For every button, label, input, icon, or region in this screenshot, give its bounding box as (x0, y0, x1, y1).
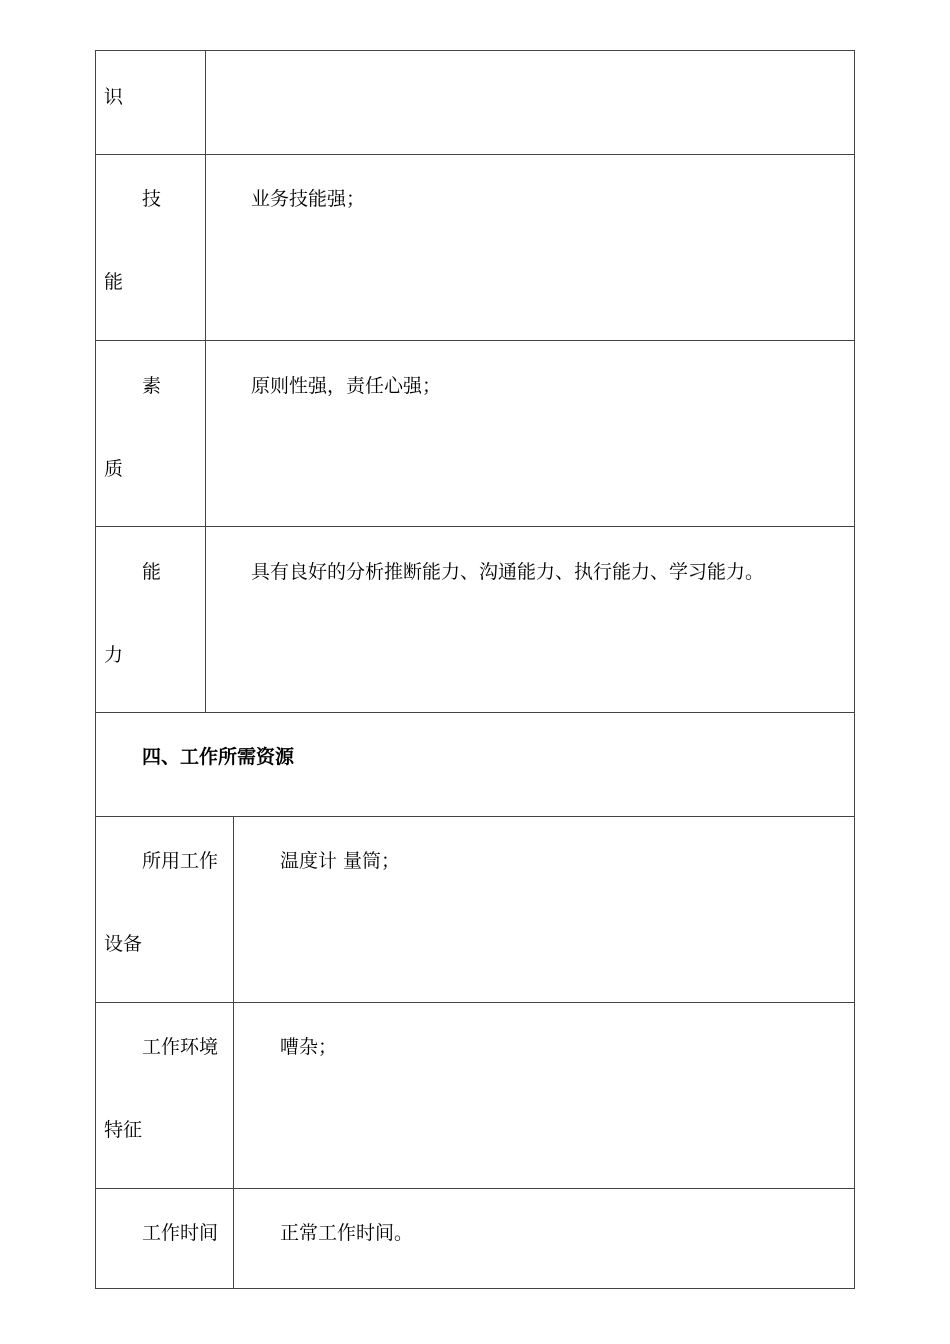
skill-content: 业务技能强； (251, 188, 366, 210)
section4-heading: 四、工作所需资源 (142, 746, 295, 768)
quality-content: 原则性强，责任心强； (251, 375, 442, 397)
worktime-label-line1: 工作时间 (142, 1222, 219, 1244)
equipment-content: 温度计 量筒； (280, 850, 401, 872)
equipment-label-line1: 所用工作 (142, 850, 219, 872)
row-knowledge (95, 50, 855, 154)
ability-label-line1: 能 (142, 561, 162, 583)
row-environment (95, 1002, 855, 1188)
environment-label-line2: 特征 (104, 1119, 143, 1141)
row-quality (95, 340, 855, 526)
row-ability (95, 526, 855, 712)
environment-label-line1: 工作环境 (142, 1036, 219, 1058)
quality-label-line1: 素 (142, 375, 162, 397)
label-cell-ability (96, 527, 206, 712)
row-skill (95, 154, 855, 340)
label-cell-equipment (96, 817, 234, 1002)
ability-label-line2: 力 (104, 644, 124, 666)
label-cell-quality (96, 341, 206, 526)
equipment-label-line2: 设备 (104, 933, 143, 955)
row-equipment (95, 816, 855, 1002)
quality-label-line2: 质 (104, 458, 124, 480)
environment-content: 嘈杂； (280, 1036, 338, 1058)
skill-label-line1: 技 (142, 188, 162, 210)
ability-content: 具有良好的分析推断能力、沟通能力、执行能力、学习能力。 (251, 561, 765, 583)
label-cell-environment (96, 1003, 234, 1188)
worktime-content: 正常工作时间。 (280, 1222, 414, 1244)
skill-label-line2: 能 (104, 271, 124, 293)
label-cell-skill (96, 155, 206, 340)
knowledge-label-tail: 识 (104, 86, 124, 108)
